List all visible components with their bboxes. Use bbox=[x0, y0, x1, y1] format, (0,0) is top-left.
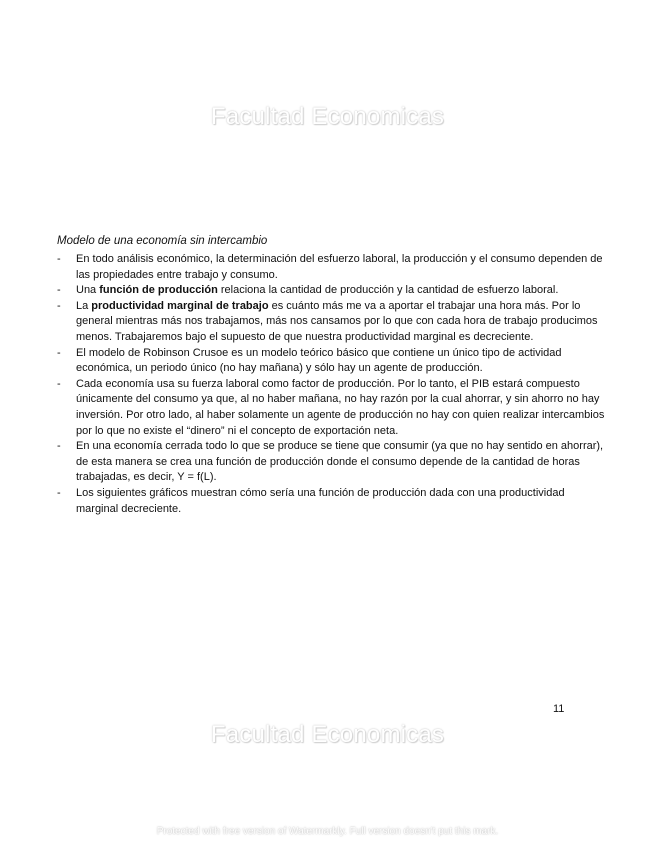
bullet-prefix: Una bbox=[76, 284, 100, 297]
bullet-text: Cada economía usa su fuerza laboral como factor de producción. Por lo tanto, el PIB estará compuesto únicamente del consumo ya que, al no haber mañana, no hay razón por la cual ahorrar, y sin ahorro no hay inversión. Por otro lado, al haber solamente un agente de producción no hay con quien realizar intercambios por lo que no existe el “dinero” ni el concepto de exportación neta. bbox=[76, 377, 605, 437]
bullet-item bbox=[57, 439, 607, 486]
bullet-rest: relaciona la cantidad de producción y la cantidad de esfuerzo laboral. bbox=[217, 284, 559, 297]
bullet-dash: - bbox=[57, 377, 61, 390]
bullet-text: El modelo de Robinson Crusoe es un modelo teórico básico que contiene un único tipo de actividad económica, un periodo único (no hay mañana) y sólo hay un agente de producción. bbox=[76, 346, 562, 375]
bullet-dash: - bbox=[57, 440, 61, 453]
bullet-dash: - bbox=[57, 346, 61, 359]
watermark-bottom: Facultad Economicas bbox=[210, 721, 445, 748]
bullet-item bbox=[57, 377, 607, 439]
bullet-dash: - bbox=[57, 253, 61, 265]
bullet-prefix: La bbox=[76, 299, 92, 312]
bullet-list bbox=[57, 252, 607, 517]
section-heading: Modelo de una economía sin intercambio bbox=[57, 235, 268, 247]
bullet-item bbox=[57, 252, 607, 283]
bullet-bold-term: función de producción bbox=[99, 284, 218, 297]
bullet-dash: - bbox=[57, 284, 61, 297]
bullet-bold-term: productividad marginal de trabajo bbox=[91, 299, 269, 312]
bullet-item bbox=[57, 346, 607, 377]
bullet-rest: es cuánto más me va a aportar el trabajar una hora más. Por lo general mientras más nos trabajamos, más nos cansamos por lo que con cada hora de trabajo producimos menos. Trabajaremos bajo el supuesto de que nuestra productividad marginal es decreciente. bbox=[76, 299, 598, 343]
bullet-item bbox=[57, 486, 607, 517]
watermark-top: Facultad Economicas bbox=[210, 103, 445, 130]
bullet-text: Los siguientes gráficos muestran cómo sería una función de producción dada con una productividad marginal decreciente. bbox=[76, 486, 565, 515]
document-body bbox=[57, 233, 607, 517]
bullet-item bbox=[57, 299, 607, 346]
watermark-footer-notice: Protected with free version of Watermarkly. Full version doesn't put this mark. bbox=[156, 826, 499, 837]
bullet-text: En todo análisis económico, la determinación del esfuerzo laboral, la producción y el consumo dependen de las propiedades entre trabajo y consumo. bbox=[76, 253, 603, 281]
page-number: 11 bbox=[553, 703, 565, 715]
bullet-dash: - bbox=[57, 299, 61, 312]
bullet-dash: - bbox=[57, 486, 61, 499]
bullet-text: En una economía cerrada todo lo que se produce se tiene que consumir (ya que no hay sentido en ahorrar), de esta manera se crea una función de producción donde el consumo depende de la cantidad de horas trabajadas, es decir, Y = f(L). bbox=[76, 440, 604, 484]
bullet-item bbox=[57, 283, 607, 299]
